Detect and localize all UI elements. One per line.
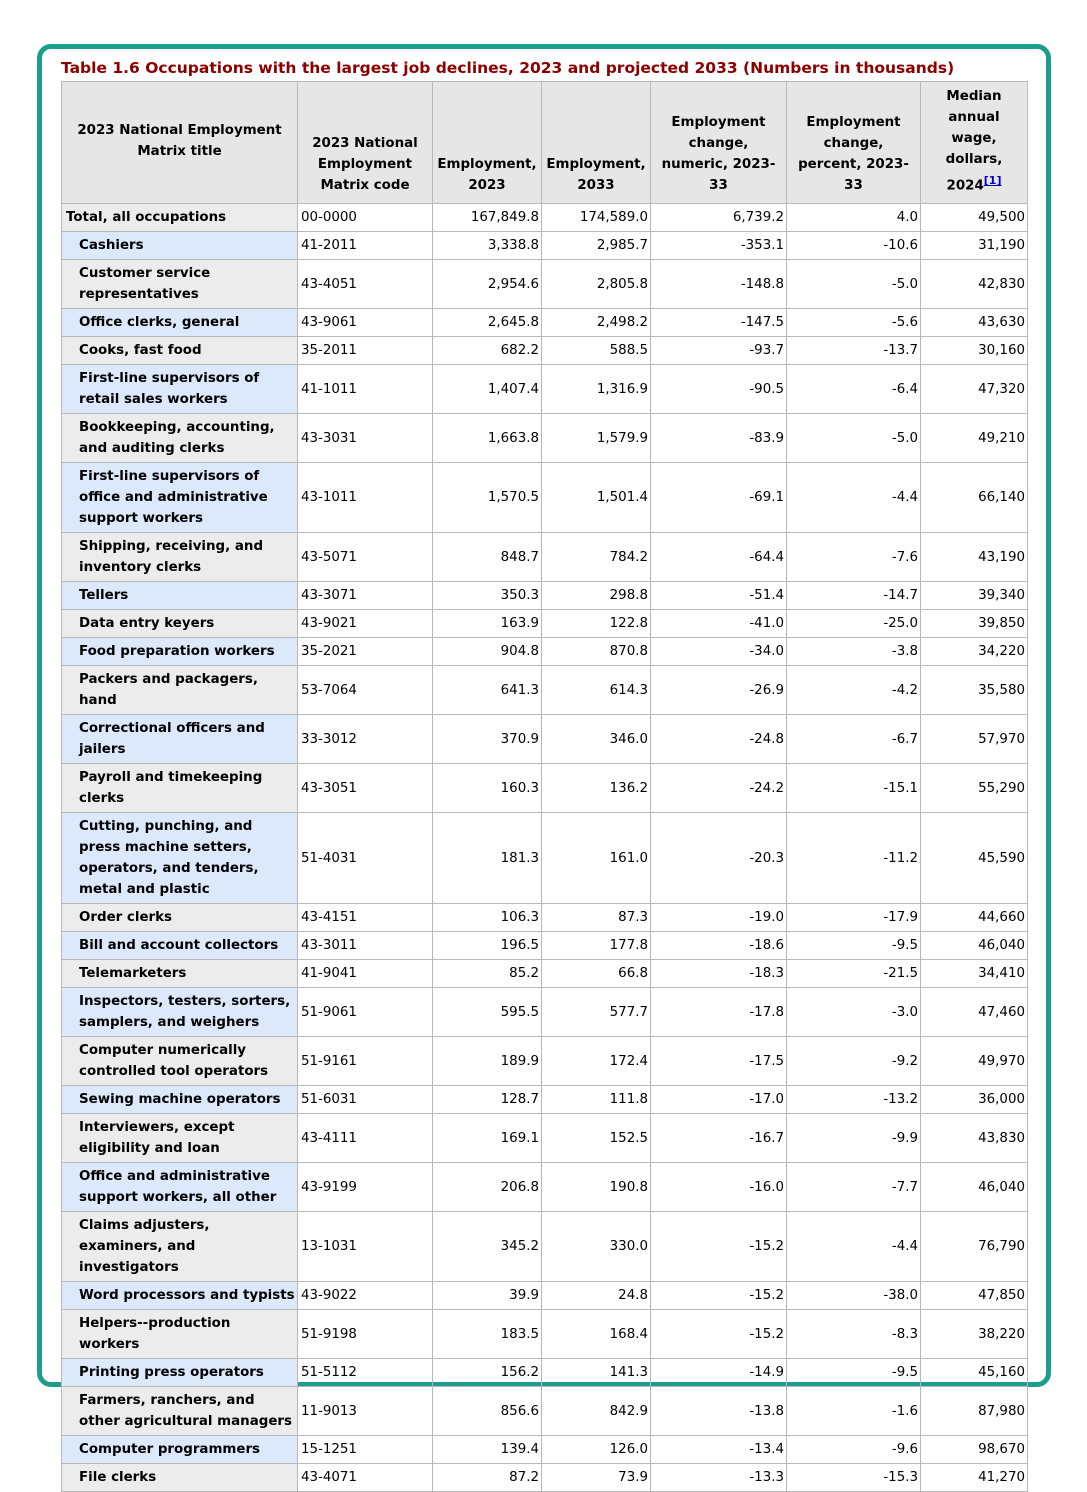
cell-code: 43-1011	[298, 463, 433, 533]
cell-change-numeric: -20.3	[651, 813, 787, 904]
table-row	[62, 638, 1028, 666]
header-median-wage	[921, 82, 1028, 204]
cell-change-numeric: 6,739.2	[651, 204, 787, 232]
cell-code: 43-3071	[298, 582, 433, 610]
cell-employment-2023: 641.3	[433, 666, 542, 715]
cell-employment-2023: 106.3	[433, 904, 542, 932]
cell-employment-2023: 183.5	[433, 1310, 542, 1359]
cell-change-numeric: -17.5	[651, 1037, 787, 1086]
cell-median-wage: 47,460	[921, 988, 1028, 1037]
header-change-percent: Employment change, percent, 2023-33	[787, 82, 921, 204]
cell-title: Data entry keyers	[62, 610, 298, 638]
cell-employment-2023: 169.1	[433, 1114, 542, 1163]
cell-title: First-line supervisors of office and administrative support workers	[62, 463, 298, 533]
cell-employment-2023: 1,663.8	[433, 414, 542, 463]
cell-code: 43-4111	[298, 1114, 433, 1163]
cell-title: Payroll and timekeeping clerks	[62, 764, 298, 813]
cell-code: 41-1011	[298, 365, 433, 414]
cell-employment-2023: 128.7	[433, 1086, 542, 1114]
header-median-wage-label: Median annual wage, dollars, 2024	[945, 89, 1003, 194]
table-row	[62, 463, 1028, 533]
cell-median-wage: 34,220	[921, 638, 1028, 666]
cell-median-wage: 43,190	[921, 533, 1028, 582]
cell-change-numeric: -14.9	[651, 1359, 787, 1387]
cell-change-numeric: -90.5	[651, 365, 787, 414]
cell-median-wage: 42,830	[921, 260, 1028, 309]
table-row	[62, 1310, 1028, 1359]
cell-change-numeric: -17.8	[651, 988, 787, 1037]
header-code: 2023 National Employment Matrix code	[298, 82, 433, 204]
cell-title: Printing press operators	[62, 1359, 298, 1387]
cell-median-wage: 49,970	[921, 1037, 1028, 1086]
cell-employment-2033: 784.2	[542, 533, 651, 582]
cell-employment-2033: 842.9	[542, 1387, 651, 1436]
table-row	[62, 365, 1028, 414]
cell-title: Computer programmers	[62, 1436, 298, 1464]
header-employment-2023: Employment, 2023	[433, 82, 542, 204]
cell-employment-2033: 126.0	[542, 1436, 651, 1464]
cell-median-wage: 30,160	[921, 337, 1028, 365]
cell-employment-2033: 588.5	[542, 337, 651, 365]
cell-employment-2023: 181.3	[433, 813, 542, 904]
cell-change-numeric: -24.8	[651, 715, 787, 764]
cell-code: 51-9161	[298, 1037, 433, 1086]
cell-code: 00-0000	[298, 204, 433, 232]
table-row	[62, 1436, 1028, 1464]
cell-code: 43-3051	[298, 764, 433, 813]
cell-change-numeric: -17.0	[651, 1086, 787, 1114]
cell-median-wage: 45,590	[921, 813, 1028, 904]
table-row	[62, 715, 1028, 764]
cell-code: 43-9022	[298, 1282, 433, 1310]
cell-median-wage: 87,980	[921, 1387, 1028, 1436]
table-row	[62, 1037, 1028, 1086]
cell-title: Word processors and typists	[62, 1282, 298, 1310]
cell-change-numeric: -24.2	[651, 764, 787, 813]
cell-employment-2023: 196.5	[433, 932, 542, 960]
cell-title: Order clerks	[62, 904, 298, 932]
cell-employment-2033: 172.4	[542, 1037, 651, 1086]
cell-change-percent: -9.9	[787, 1114, 921, 1163]
cell-change-percent: -17.9	[787, 904, 921, 932]
table-row	[62, 1086, 1028, 1114]
cell-code: 51-9061	[298, 988, 433, 1037]
table-row	[62, 260, 1028, 309]
cell-median-wage: 34,410	[921, 960, 1028, 988]
cell-title: Inspectors, testers, sorters, samplers, and weighers	[62, 988, 298, 1037]
cell-code: 51-6031	[298, 1086, 433, 1114]
table-row	[62, 904, 1028, 932]
cell-change-numeric: -83.9	[651, 414, 787, 463]
cell-employment-2033: 330.0	[542, 1212, 651, 1282]
cell-employment-2033: 141.3	[542, 1359, 651, 1387]
cell-employment-2033: 111.8	[542, 1086, 651, 1114]
cell-median-wage: 98,670	[921, 1436, 1028, 1464]
table-body	[62, 204, 1028, 1492]
cell-employment-2023: 87.2	[433, 1464, 542, 1492]
cell-change-numeric: -34.0	[651, 638, 787, 666]
cell-change-numeric: -16.7	[651, 1114, 787, 1163]
cell-employment-2023: 206.8	[433, 1163, 542, 1212]
cell-median-wage: 43,830	[921, 1114, 1028, 1163]
cell-change-percent: -25.0	[787, 610, 921, 638]
cell-change-percent: -15.1	[787, 764, 921, 813]
table-row	[62, 932, 1028, 960]
cell-change-numeric: -18.6	[651, 932, 787, 960]
cell-title: Interviewers, except eligibility and loan	[62, 1114, 298, 1163]
cell-code: 53-7064	[298, 666, 433, 715]
cell-change-percent: -21.5	[787, 960, 921, 988]
cell-code: 43-4051	[298, 260, 433, 309]
cell-code: 43-4071	[298, 1464, 433, 1492]
cell-change-numeric: -18.3	[651, 960, 787, 988]
cell-title: Bookkeeping, accounting, and auditing clerks	[62, 414, 298, 463]
cell-title: Customer service representatives	[62, 260, 298, 309]
cell-change-percent: 4.0	[787, 204, 921, 232]
table-row	[62, 813, 1028, 904]
cell-change-percent: -5.6	[787, 309, 921, 337]
cell-employment-2023: 156.2	[433, 1359, 542, 1387]
footnote-ref	[984, 174, 1002, 187]
cell-employment-2023: 595.5	[433, 988, 542, 1037]
cell-median-wage: 31,190	[921, 232, 1028, 260]
table-row	[62, 1282, 1028, 1310]
table-caption: Table 1.6 Occupations with the largest job declines, 2023 and projected 2033 (Numbers in thousands)	[61, 59, 955, 77]
cell-title: Telemarketers	[62, 960, 298, 988]
table-row	[62, 666, 1028, 715]
cell-employment-2033: 66.8	[542, 960, 651, 988]
table-row	[62, 1163, 1028, 1212]
cell-employment-2033: 87.3	[542, 904, 651, 932]
cell-employment-2033: 168.4	[542, 1310, 651, 1359]
table-row	[62, 610, 1028, 638]
cell-change-percent: -6.7	[787, 715, 921, 764]
cell-median-wage: 57,970	[921, 715, 1028, 764]
cell-median-wage: 46,040	[921, 1163, 1028, 1212]
cell-code: 33-3012	[298, 715, 433, 764]
cell-code: 51-9198	[298, 1310, 433, 1359]
cell-change-percent: -38.0	[787, 1282, 921, 1310]
table-row	[62, 414, 1028, 463]
header-employment-2033: Employment, 2033	[542, 82, 651, 204]
cell-median-wage: 55,290	[921, 764, 1028, 813]
cell-employment-2033: 174,589.0	[542, 204, 651, 232]
cell-employment-2033: 152.5	[542, 1114, 651, 1163]
cell-employment-2033: 122.8	[542, 610, 651, 638]
cell-code: 43-4151	[298, 904, 433, 932]
occupations-table	[61, 81, 1028, 1492]
cell-code: 43-3011	[298, 932, 433, 960]
cell-change-numeric: -41.0	[651, 610, 787, 638]
cell-change-percent: -13.7	[787, 337, 921, 365]
cell-change-numeric: -93.7	[651, 337, 787, 365]
cell-title: Farmers, ranchers, and other agricultural managers	[62, 1387, 298, 1436]
cell-title: Claims adjusters, examiners, and investigators	[62, 1212, 298, 1282]
cell-title: Office clerks, general	[62, 309, 298, 337]
cell-change-percent: -4.4	[787, 463, 921, 533]
cell-employment-2023: 189.9	[433, 1037, 542, 1086]
cell-median-wage: 41,270	[921, 1464, 1028, 1492]
cell-title: Correctional officers and jailers	[62, 715, 298, 764]
cell-code: 43-9199	[298, 1163, 433, 1212]
cell-code: 41-2011	[298, 232, 433, 260]
table-row	[62, 988, 1028, 1037]
cell-change-percent: -15.3	[787, 1464, 921, 1492]
cell-title: Office and administrative support workers, all other	[62, 1163, 298, 1212]
cell-employment-2033: 577.7	[542, 988, 651, 1037]
cell-change-numeric: -13.8	[651, 1387, 787, 1436]
cell-employment-2033: 24.8	[542, 1282, 651, 1310]
cell-median-wage: 47,320	[921, 365, 1028, 414]
cell-change-numeric: -19.0	[651, 904, 787, 932]
cell-change-percent: -9.6	[787, 1436, 921, 1464]
footnote-link[interactable]: [1]	[983, 174, 1002, 187]
cell-title: First-line supervisors of retail sales workers	[62, 365, 298, 414]
cell-code: 41-9041	[298, 960, 433, 988]
cell-title: Cutting, punching, and press machine setters, operators, and tenders, metal and plastic	[62, 813, 298, 904]
table-frame	[37, 44, 1051, 1486]
cell-employment-2023: 848.7	[433, 533, 542, 582]
cell-median-wage: 76,790	[921, 1212, 1028, 1282]
cell-employment-2033: 190.8	[542, 1163, 651, 1212]
cell-code: 11-9013	[298, 1387, 433, 1436]
cell-employment-2023: 2,645.8	[433, 309, 542, 337]
cell-employment-2023: 2,954.6	[433, 260, 542, 309]
cell-code: 15-1251	[298, 1436, 433, 1464]
cell-change-numeric: -13.4	[651, 1436, 787, 1464]
cell-employment-2023: 160.3	[433, 764, 542, 813]
cell-median-wage: 36,000	[921, 1086, 1028, 1114]
cell-employment-2033: 1,316.9	[542, 365, 651, 414]
cell-median-wage: 35,580	[921, 666, 1028, 715]
cell-change-percent: -14.7	[787, 582, 921, 610]
cell-title: Helpers--production workers	[62, 1310, 298, 1359]
cell-median-wage: 45,160	[921, 1359, 1028, 1387]
cell-employment-2033: 2,985.7	[542, 232, 651, 260]
cell-change-percent: -4.2	[787, 666, 921, 715]
table-row	[62, 337, 1028, 365]
cell-change-numeric: -64.4	[651, 533, 787, 582]
cell-code: 51-4031	[298, 813, 433, 904]
cell-median-wage: 49,210	[921, 414, 1028, 463]
cell-median-wage: 66,140	[921, 463, 1028, 533]
cell-median-wage: 49,500	[921, 204, 1028, 232]
cell-title: Total, all occupations	[62, 204, 298, 232]
cell-title: Computer numerically controlled tool operators	[62, 1037, 298, 1086]
cell-change-numeric: -15.2	[651, 1310, 787, 1359]
cell-employment-2033: 1,501.4	[542, 463, 651, 533]
cell-median-wage: 39,340	[921, 582, 1028, 610]
table-container	[61, 81, 1027, 1492]
cell-change-numeric: -16.0	[651, 1163, 787, 1212]
cell-median-wage: 46,040	[921, 932, 1028, 960]
cell-employment-2023: 856.6	[433, 1387, 542, 1436]
cell-change-percent: -4.4	[787, 1212, 921, 1282]
cell-title: Shipping, receiving, and inventory clerks	[62, 533, 298, 582]
cell-median-wage: 47,850	[921, 1282, 1028, 1310]
table-row	[62, 309, 1028, 337]
table-row	[62, 1114, 1028, 1163]
cell-employment-2023: 345.2	[433, 1212, 542, 1282]
cell-title: Food preparation workers	[62, 638, 298, 666]
cell-title: File clerks	[62, 1464, 298, 1492]
cell-change-numeric: -353.1	[651, 232, 787, 260]
cell-median-wage: 44,660	[921, 904, 1028, 932]
cell-employment-2033: 161.0	[542, 813, 651, 904]
cell-change-percent: -3.0	[787, 988, 921, 1037]
cell-title: Cooks, fast food	[62, 337, 298, 365]
cell-employment-2033: 136.2	[542, 764, 651, 813]
cell-code: 51-5112	[298, 1359, 433, 1387]
cell-change-numeric: -51.4	[651, 582, 787, 610]
table-row	[62, 1212, 1028, 1282]
cell-change-percent: -6.4	[787, 365, 921, 414]
cell-change-numeric: -26.9	[651, 666, 787, 715]
table-row	[62, 1464, 1028, 1492]
cell-change-numeric: -15.2	[651, 1282, 787, 1310]
cell-title: Bill and account collectors	[62, 932, 298, 960]
cell-employment-2033: 870.8	[542, 638, 651, 666]
header-row	[62, 82, 1028, 204]
cell-code: 13-1031	[298, 1212, 433, 1282]
cell-employment-2023: 139.4	[433, 1436, 542, 1464]
header-change-numeric: Employment change, numeric, 2023-33	[651, 82, 787, 204]
cell-change-numeric: -15.2	[651, 1212, 787, 1282]
cell-employment-2033: 1,579.9	[542, 414, 651, 463]
cell-employment-2023: 682.2	[433, 337, 542, 365]
table-row	[62, 764, 1028, 813]
total-row	[62, 204, 1028, 232]
cell-change-percent: -9.2	[787, 1037, 921, 1086]
cell-change-percent: -5.0	[787, 414, 921, 463]
cell-employment-2033: 614.3	[542, 666, 651, 715]
table-row	[62, 582, 1028, 610]
cell-title: Packers and packagers, hand	[62, 666, 298, 715]
cell-employment-2023: 370.9	[433, 715, 542, 764]
cell-employment-2033: 298.8	[542, 582, 651, 610]
cell-change-percent: -8.3	[787, 1310, 921, 1359]
cell-code: 35-2021	[298, 638, 433, 666]
table-row	[62, 1387, 1028, 1436]
cell-change-percent: -9.5	[787, 1359, 921, 1387]
cell-median-wage: 43,630	[921, 309, 1028, 337]
cell-code: 43-9021	[298, 610, 433, 638]
cell-change-percent: -3.8	[787, 638, 921, 666]
cell-employment-2033: 73.9	[542, 1464, 651, 1492]
cell-title: Tellers	[62, 582, 298, 610]
cell-change-percent: -1.6	[787, 1387, 921, 1436]
cell-change-percent: -7.7	[787, 1163, 921, 1212]
table-row	[62, 960, 1028, 988]
cell-title: Cashiers	[62, 232, 298, 260]
table-row	[62, 1359, 1028, 1387]
cell-median-wage: 38,220	[921, 1310, 1028, 1359]
cell-change-percent: -11.2	[787, 813, 921, 904]
cell-employment-2023: 350.3	[433, 582, 542, 610]
table-row	[62, 232, 1028, 260]
cell-change-percent: -9.5	[787, 932, 921, 960]
cell-employment-2033: 177.8	[542, 932, 651, 960]
cell-employment-2033: 346.0	[542, 715, 651, 764]
cell-change-numeric: -147.5	[651, 309, 787, 337]
cell-employment-2023: 1,407.4	[433, 365, 542, 414]
cell-code: 35-2011	[298, 337, 433, 365]
cell-employment-2023: 39.9	[433, 1282, 542, 1310]
cell-employment-2023: 167,849.8	[433, 204, 542, 232]
header-title: 2023 National Employment Matrix title	[62, 82, 298, 204]
cell-change-percent: -10.6	[787, 232, 921, 260]
cell-median-wage: 39,850	[921, 610, 1028, 638]
cell-code: 43-9061	[298, 309, 433, 337]
cell-employment-2023: 85.2	[433, 960, 542, 988]
cell-change-percent: -5.0	[787, 260, 921, 309]
cell-employment-2023: 163.9	[433, 610, 542, 638]
cell-code: 43-5071	[298, 533, 433, 582]
cell-employment-2033: 2,805.8	[542, 260, 651, 309]
cell-title: Sewing machine operators	[62, 1086, 298, 1114]
cell-change-percent: -13.2	[787, 1086, 921, 1114]
cell-change-numeric: -69.1	[651, 463, 787, 533]
table-row	[62, 533, 1028, 582]
cell-change-percent: -7.6	[787, 533, 921, 582]
cell-code: 43-3031	[298, 414, 433, 463]
cell-change-numeric: -148.8	[651, 260, 787, 309]
cell-change-numeric: -13.3	[651, 1464, 787, 1492]
cell-employment-2023: 904.8	[433, 638, 542, 666]
cell-employment-2023: 3,338.8	[433, 232, 542, 260]
cell-employment-2033: 2,498.2	[542, 309, 651, 337]
cell-employment-2023: 1,570.5	[433, 463, 542, 533]
